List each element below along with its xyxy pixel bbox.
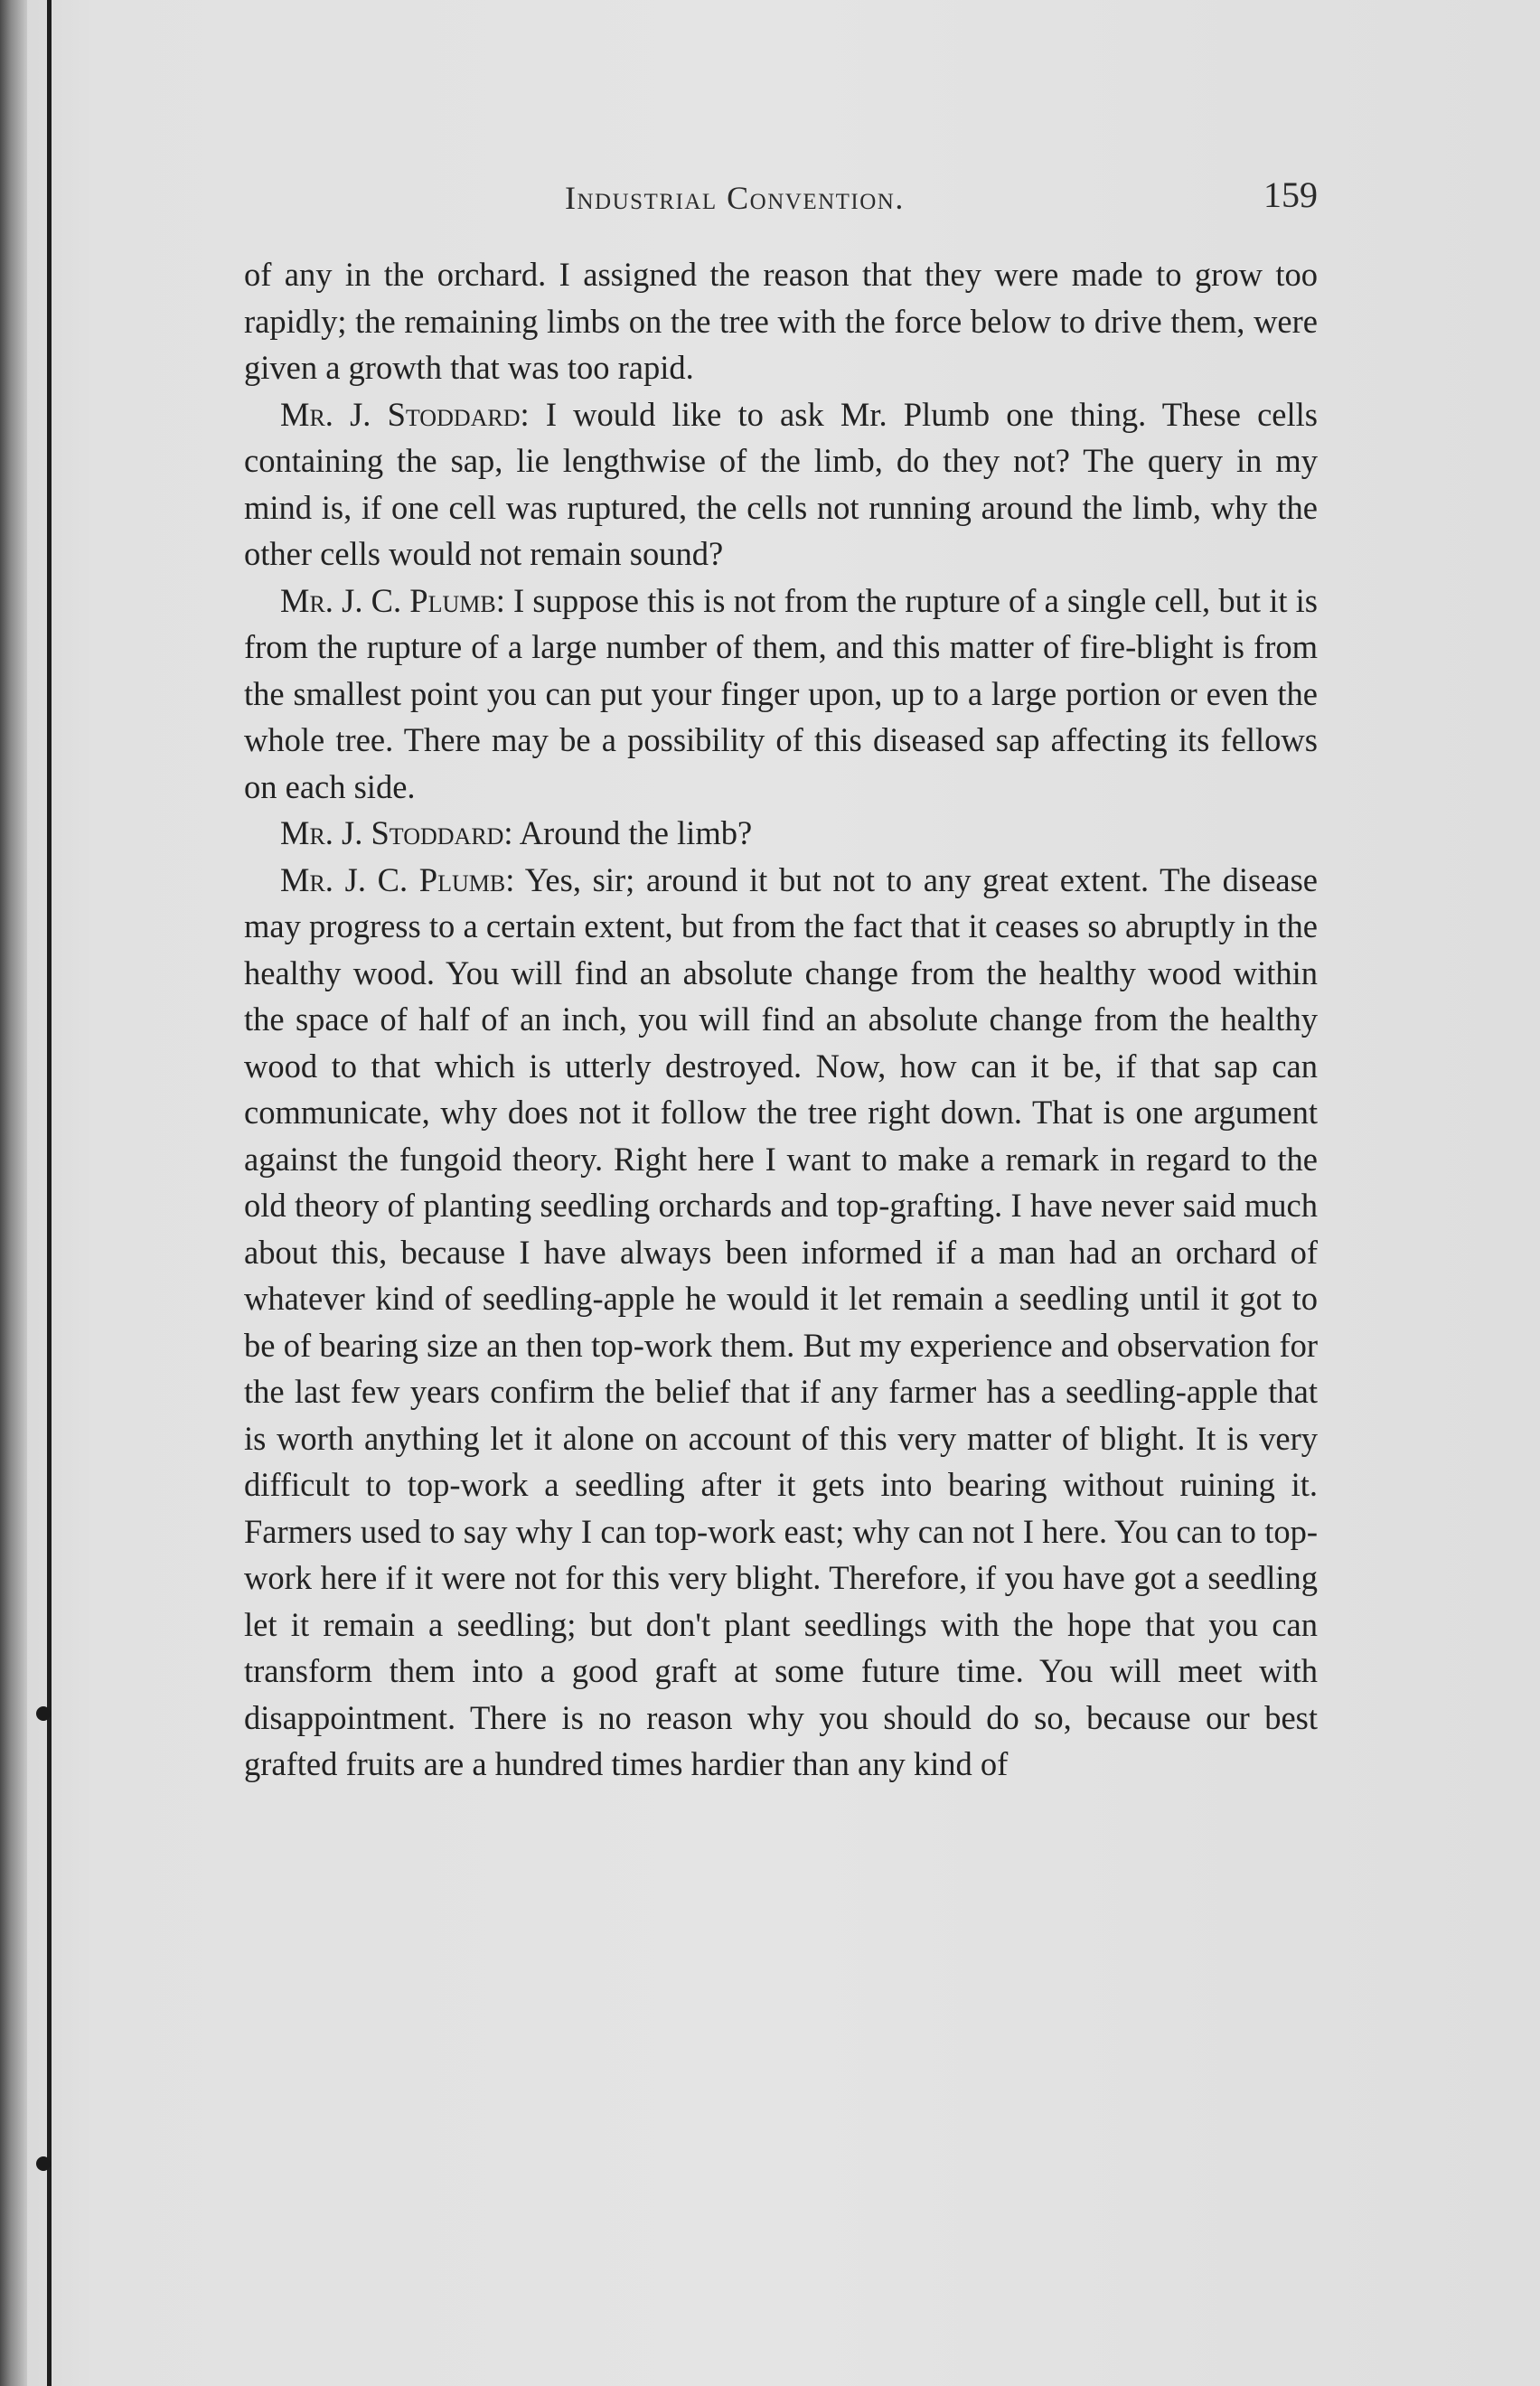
- binding-mark: [36, 2156, 51, 2171]
- binding-line: [47, 0, 52, 2386]
- page-number: 159: [1263, 174, 1318, 215]
- binding-edge: [0, 0, 27, 2386]
- speaker-name: Mr. J. Stoddard:: [280, 814, 513, 851]
- paragraph-text: Yes, sir; around it but not to any great extent. The disease may progress to a certain extent, but from the fact that it ceases so abruptly in the healthy wood. You will find an absolute change from the healthy wood within the space of half of an inch, you will find an absolute change from the healthy wood to that which is utterly destroyed. Now, how can it be, if that sap can communicate, why does not it follow the tree right down. That is one argument against the fungoid theory. Right here I want to make a remark in regard to the old theory of planting seedling orchards and top-grafting. I have never said much about this, because I have always been informed if a man had an orchard of whatever kind of seedling-apple he would it let remain a seedling until it got to be of bearing size an then top-work them. But my experience and observation for the last few years confirm the belief that if any farmer has a seedling-apple that is worth anything let it alone on account of this very matter of blight. It is very difficult to top-work a seedling after it gets into bearing without ruining it. Farmers used to say why I can top-work east; why can not I here. You can to top-work here if it were not for this very blight. Therefore, if you have got a seedling let it remain a seedling; but don't plant seedlings with the hope that you can transform them into a good graft at some future time. You will meet with disappointment. There is no reason why you should do so, because our best grafted fruits are a hundred times hardier than any kind of: [244, 860, 1318, 1782]
- body-text: [244, 251, 1318, 1788]
- paragraph: [244, 857, 1318, 1788]
- speaker-name: Mr. J. C. Plumb:: [280, 581, 505, 619]
- paragraph: [244, 578, 1318, 811]
- paragraph-text: Around the limb?: [512, 814, 753, 851]
- paragraph-text: I suppose this is not from the rupture of a single cell, but it is from the rupture of a large number of them, and this matter of fire-blight is from the smallest point you can put your finger upon, up to a large portion or even the whole tree. There may be a possibility of this diseased sap affecting its fellows on each side.: [244, 581, 1319, 805]
- binding-mark: [36, 1706, 51, 1721]
- paragraph: [244, 251, 1318, 391]
- paragraph: [244, 391, 1318, 578]
- page-header: [244, 174, 1318, 219]
- running-head: Industrial Convention.: [565, 180, 905, 216]
- paragraph-text: of any in the orchard. I assigned the reason that they were made to grow too rapidly; the remaining limbs on the tree with the force below to drive them, were given a growth that was too rapid.: [244, 256, 1318, 386]
- paragraph-text: I would like to ask Mr. Plumb one thing. These cells containing the sap, lie lengthwise of the limb, do they not? The query in my mind is, if one cell was ruptured, the cells not running around the limb, why the other cells would not remain sound?: [244, 395, 1318, 572]
- paragraph: [244, 810, 1318, 857]
- speaker-name: Mr. J. Stoddard:: [280, 395, 530, 433]
- speaker-name: Mr. J. C. Plumb:: [280, 860, 515, 898]
